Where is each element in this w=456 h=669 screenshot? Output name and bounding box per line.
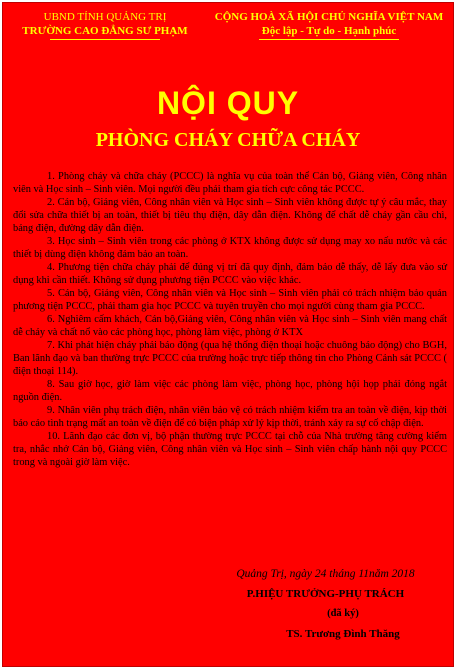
signing-date: Quảng Trị, ngày 24 tháng 11năm 2018 xyxy=(236,568,415,580)
rule-item: 6. Nghiêm cấm khách, Cán bộ,Giảng viên, Công nhân viên và Học sinh – Sinh viên mang chất dễ cháy và chất nổ vào các phòng học, phòng làm việc, phòng ở KTX xyxy=(13,314,447,339)
rule-item: 1. Phòng cháy và chữa cháy (PCCC) là nghĩa vụ của toàn thể Cán bộ, Giảng viên, Công nhân viên và Học sinh – Sinh viên. Mọi người đều phải tham gia tích cực công tác PCCC. xyxy=(13,171,447,195)
rule-item: 3. Học sinh – Sinh viên trong các phòng ở KTX không được sử dụng may xo nấu nước và các thiết bị dùng điện không đảm bảo an toàn. xyxy=(13,235,447,260)
issuing-authority xyxy=(7,10,203,40)
authority-line: UBND TỈNH QUẢNG TRỊ xyxy=(43,11,167,23)
document-subtitle: PHÒNG CHÁY CHỮA CHÁY xyxy=(95,129,361,151)
signed-note: (đã ký) xyxy=(327,608,359,619)
national-motto xyxy=(203,10,454,40)
rule-item: 9. Nhân viên phụ trách điện, nhân viên bảo vệ có trách nhiệm kiểm tra an toàn về điện, kịp thời báo cáo tình trạng mất an toàn về điện để có biện pháp xử lý kịp thời, tránh xảy ra sự cố chập điện. xyxy=(13,405,447,430)
signer-role: P.HIỆU TRƯỞNG-PHỤ TRÁCH xyxy=(246,588,405,600)
rule-item: 5. Cán bộ, Giảng viên, Công nhân viên và Học sinh – Sinh viên phải có trách nhiệm bảo quản phương tiện PCCC, phải tham gia học PCCC và tuyên truyền cho mọi người cùng tham gia PCCC. xyxy=(13,288,447,312)
header-underline-right xyxy=(259,39,399,40)
notice-poster xyxy=(2,2,454,667)
school-name: TRƯỜNG CAO ĐẲNG SƯ PHẠM xyxy=(22,25,188,37)
country-name: CỘNG HOÀ XÃ HỘI CHỦ NGHĨA VIỆT NAM xyxy=(214,11,444,23)
motto-line: Độc lập - Tự do - Hạnh phúc xyxy=(261,25,397,37)
rule-item: 4. Phương tiện chữa cháy phải để đúng vị trí đã quy định, đảm bảo dễ thấy, dễ lấy đưa vào sử dụng khi cần thiết. Không sử dụng phương tiện PCCC vào việc khác. xyxy=(13,262,447,286)
rule-item: 10. Lãnh đạo các đơn vị, bộ phận thường trực PCCC tại chỗ của Nhà trường tăng cường kiểm tra, nhắc nhở Cán bộ, Giảng viên, Công nhân viên và Học sinh – Sinh viên chấp hành nội quy PCCC trong và ngoài giờ làm việc. xyxy=(13,431,447,469)
rule-item: 7. Khi phát hiện cháy phải báo động (qua hệ thống điện thoại hoặc chuông báo động) cho BGH, Ban lãnh đạo và ban thường trực PCCC của trường hoặc trực tiếp thông tin cho Phòng Cảnh sát PCCC ( điện thoại 114). xyxy=(13,340,447,377)
document-header xyxy=(3,10,453,50)
rules-list xyxy=(13,171,447,470)
rule-item: 8. Sau giờ học, giờ làm việc các phòng làm việc, phòng học, phòng hội họp phải đóng ngắt nguồn điện. xyxy=(13,379,447,404)
header-underline-left xyxy=(50,39,160,40)
signer-name: TS. Trương Đình Thăng xyxy=(286,628,400,640)
rule-item: 2. Cán bộ, Giảng viên, Công nhân viên và Học sinh – Sinh viên không được tự ý câu mắc, thay đổi sửa chữa thiết bị an toàn, thiết bị tiêu thụ điện, dây dẫn điện. Không để chất dễ cháy gần cầu chì, bảng điện, đường dây dẫn điện. xyxy=(13,197,447,234)
document-title: NỘI QUY xyxy=(156,85,300,121)
